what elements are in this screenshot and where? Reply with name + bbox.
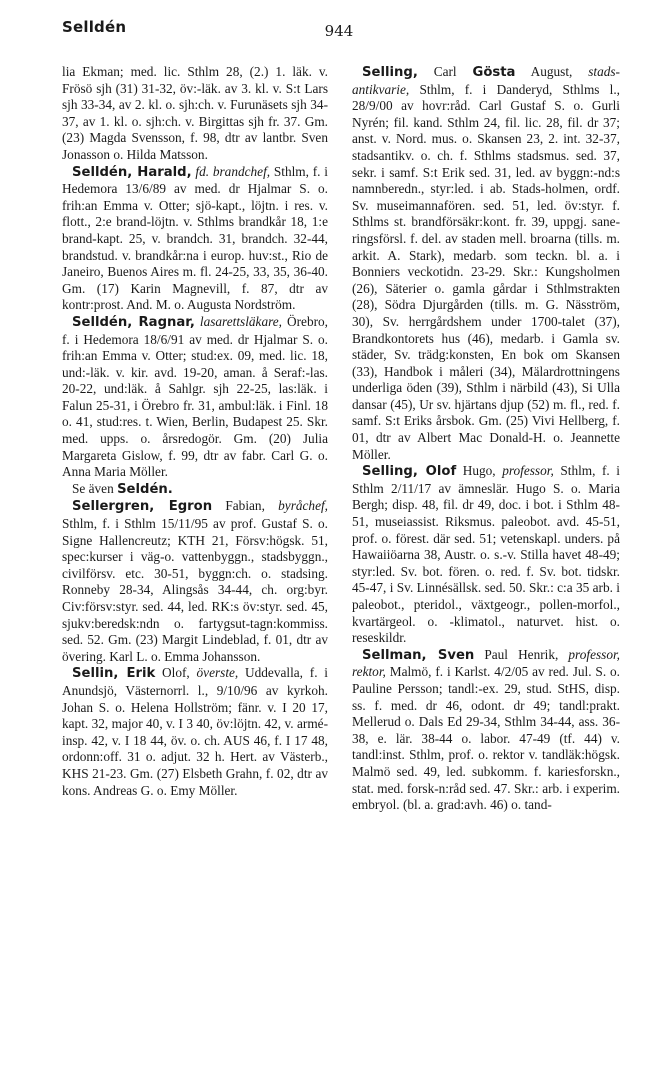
entry-name-rest: Olof, — [162, 665, 190, 681]
entry-body: Malmö, f. i Karlst. 4/2/05 av red. Jul. S. o. Pauline Persson; tandl:-ex. 29, stud. StHS, disp. ss. f. med. dr 46, odont. dr 49; tandl:prakt. Mellerud o. Dals Ed 29-34, Sthlm 34-44, ass. 36-38, e. lär. 38-44 o. labor. 47-49 (tf. 44) v. tandl:inst. Sthlm, prof. o. rektor v. tandläk:högsk. Malmö sed. 49, led. subkomm. f. kariesforskn., stat. med. forsk-n:råd sed. 47. Skr.: arb. i experim. embryol. (bl. a. grad:avh. 46) o. tand- — [352, 664, 620, 813]
entry-name-rest: Hugo, — [462, 463, 496, 479]
entry-body: Sthlm, f. i Hedemora 13/6/89 av med. dr Hjalmar S. o. frih:an Emma v. Otter; sjö-kapt., löjtn. i res. v. flott., 2:e brand-löjtn. v. Sthlms brandkår 18, 1:e brand-kapt. 25, v. brandch. 31, brandch. 32-44, brandstud. v. brandkår:na i europ. huv:st., Rio de Janeiro, Buenos Aires m. fl. 24-25, 33, 35, 36-40. Gm. (17) Karin Magnevill, f. 87, dtr av kontr:prost. And. M. o. Augusta Nordström. — [62, 163, 328, 313]
text-columns — [62, 64, 620, 1074]
see-also-lead: Se även — [72, 480, 114, 496]
entry-headword: Selling, — [362, 65, 418, 80]
entry-name-rest: Carl — [433, 64, 457, 79]
see-also-reference — [62, 481, 328, 499]
entry-title: professor, rektor, — [352, 646, 620, 680]
entry-sellin-erik — [62, 665, 328, 799]
entry-name-rest: Paul Henrik, — [484, 646, 559, 662]
entry-title: lasarettsläkare, — [199, 313, 283, 329]
right-column — [352, 64, 620, 1064]
page-header — [62, 18, 616, 44]
entry-headword: Sellman, Sven — [362, 647, 475, 663]
entry-headword: Sellergren, Egron — [72, 499, 213, 515]
entry-headword: Selling, Olof — [362, 464, 457, 480]
continuation-entry: lia Ekman; med. lic. Sthlm 28, (2.) 1. läk. v. Frösö sjh (31) 31-32, öv:-läk. av 3. kl. v. S:t Lars sjh 33-34, av 2. kl. o. sjh:ch. v. Furunäsets sjh 34-37, av 1. kl. o. sjh:ch. v. Birgittas sjh fr. 37. Gm. (23) Magda Svensson, f. 98, dtr av lantbr. Sven Jonasson o. Hilda Matsson. — [62, 64, 328, 162]
page-number: 944 — [324, 22, 354, 40]
entry-sellman-sven — [352, 647, 620, 814]
entry-selling-olof — [352, 463, 620, 647]
see-also-target: Seldén. — [117, 481, 173, 497]
entry-headword: Selldén, Ragnar, — [72, 314, 195, 330]
entry-title: överste, — [196, 665, 239, 681]
entry-name-rest-2: August, — [530, 64, 573, 79]
running-head: Selldén — [62, 18, 127, 36]
entry-title: fd. brandchef, — [195, 163, 271, 179]
entry-sellden-ragnar — [62, 314, 328, 481]
entry-headword-given: Gösta — [472, 65, 516, 80]
entry-title: professor, — [502, 463, 554, 479]
entry-body: Sthlm, f. i Sthlm 15/11/95 av prof. Gustaf S. o. Signe Hallencreutz; KTH 21, Försv:högsk. 51, spec:kurser i väg-o. vattenbyggn., stadsbyggn., civilförsv. etc. 30-51, byggn:ch. o. stadsing. Ronneby 28-34, Alingsås 34-44, ch. org:byr. Civ:försv:styr. sed. 44, led. RK:s öv:styr. sed. 45, sjukv:beredsk:ndn o. fartygsut-tagn:kommiss. sed. 52. Gm. (23) Margit Lindeblad, f. 01, dtr av övering. Karl L. o. Emma Johansson. — [62, 516, 328, 664]
entry-body: Sthlm, f. i Sthlm 2/11/17 av ämneslär. Hugo S. o. Maria Bergh; disp. 48, fil. dr 49, doc. i bot. i Sthlm 48-51, museiassist. Riksmus. paleobot. avd. 45-51, prof. o. förest. där sed. 51; vetenskapl. unders. på Hawaiiöarna 38, Austr. o. s.-v. Stilla havet 48-49; styr:led. Sv. bot. fören. o. red. f. Sv. bot. tidskr. 45-47, i Sv. Linnésällsk. sed. 50. Skr.: c:a 35 arb. i paleobot., pteridol., växtgeogr., pollen-morfol., kvartärgeol. o. -klimatol., naturvet. hist. o. reseskildr. — [352, 463, 620, 646]
entry-name-rest: Fabian, — [225, 498, 265, 514]
entry-title: stads-antikvarie, — [352, 64, 620, 97]
entry-headword: Selldén, Harald, — [72, 164, 192, 180]
entry-body: Uddevalla, f. i Anundsjö, Västernorrl. l., 9/10/96 av kyrkoh. Johan S. o. Helena Hollström; fänr. v. I 20 17, kapt. 32, major 40, v. I 3 40, öv:löjtn. 42, v. armé-insp. 42, v. I 18 44, öv. o. ch. AUS 46, f. I 17 48, ordonn:off. 31 o. adjut. 32 h. Hert. av Västerb., KHS 21-23. Gm. (27) Elsbeth Grahn, f. 02, dtr av kons. Andreas G. o. Emy Möller. — [62, 665, 328, 798]
left-column — [62, 64, 328, 1064]
entry-sellden-harald — [62, 164, 328, 314]
entry-selling-gosta — [352, 64, 620, 463]
entry-body: Örebro, f. i Hedemora 18/6/91 av med. dr Hjalmar S. o. frih:an Emma v. Otter; stud:ex. 09, med. lic. 18, und:-läk. v. kir. avd. 19-20, aman. å Seraf:-las. 20-22, und:läk. å Sahlgr. sjh 22-25, las:läk. i Falun 25-31, i Örebro fr. 31, ambul:läk. i Finl. 18 o. 41, stud:res. t. Wien, Berlin, Budapest 25. Skr. med. upps. o. årsredogör. Gm. (20) Julia Margareta Gislow, f. 99, dtr av fabr. Carl G. o. Anna Maria Möller. — [62, 313, 328, 480]
entry-title: byråchef, — [278, 498, 328, 514]
entry-body: Sthlm, f. i Danderyd, Sthlms l., 28/9/00 av hovr:råd. Carl Gustaf S. o. Gurli Nyrén; fil. kand. Sthlm 24, fil. lic. 28, fil. dr 37; anst. v. Nord. mus. o. Skansen 23, 2. int. 32-37, stadsantikv. o. ch. f. Sthlms stadsmus. sed. 37, sekr. i samf. S:t Erik sed. 31, led. av byggn:-nd:s namnberedn., styr:led. i ab. Stads-holmen, ordf. Sv. museimannafören. sed. 51, led. öv:styr. f. Sthlms st. brandförsäkr:kont. fr. 39, uppgj. sane-ringsförsl. f. del. av staden mell. broarna (tills. m. arkit. A. Stark), medarb. som teckn. bl. a. i Bonniers veckotidn. 23-29. Skr.: Kungsholmen (26), Säterier o. gamla gårdar i Sthlmstrakten (28), Södra Djurgården (tills. m. G. Näsström, 30), Sv. herrgårdshem under 1700-talet (37), Brandkontorets hus (46), medarb. i Gamla sv. städer, Sv. trädg:konsten, En bok om Skansen (33), Handbok i måleri (34), Mälardrottningens underliga öden (39), Sthlm i närbild (43), Si Ulla dansar (45), Ur sv. hjärtans djup (52) m. fl., red. f. samf. S:t Eriks årsbok. Gm. (25) Vivi Hellberg, f. 01, dtr av Albert Mac Donald-H. o. Jeannette Möller. — [352, 81, 620, 462]
entry-headword: Sellin, Erik — [72, 666, 156, 682]
entry-sellergren-egron — [62, 498, 328, 665]
